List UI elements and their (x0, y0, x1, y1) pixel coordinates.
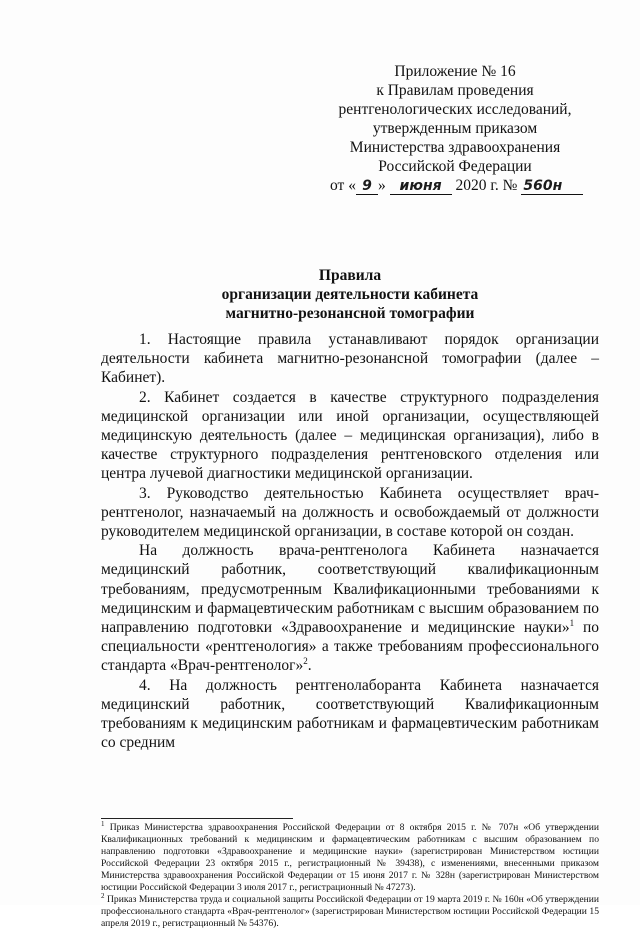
footnote-2 (101, 891, 599, 930)
footnote-ref-1[interactable]: 1 (569, 617, 575, 628)
title-line-2: организации деятельности кабинета (221, 286, 479, 303)
footnote-ref-2[interactable]: 2 (303, 656, 308, 667)
paragraph-3-position (101, 541, 599, 675)
footnote-2-text: Приказ Министерства труда и социальной защиты Российской Федерации от 19 марта 2019 г. № 160н «Об утверждении профессионального стандарта «Врач-рентгенолог» (зарегистрирован Министерством юстиции Российской Федерации 15 апреля 2019 г., регистрационный № 54376). (101, 894, 599, 929)
footnote-divider (101, 818, 293, 819)
footnote-1-mark: 1 (101, 819, 105, 828)
header-line-approved: утвержденным приказом (372, 120, 538, 137)
paragraph-2: 2. Кабинет создается в качестве структурного подразделения медицинской организации или иной организации, осуществляющей медицинскую деятельность (далее – медицинская организация), либо в качестве структурного подразделения рентгеновского отделения или центра лучевой диагностики медицинской организации. (101, 388, 599, 483)
document-body (101, 330, 599, 752)
paragraph-3-position-text-a: На должность врача-рентгенолога Кабинета назначается медицинский работник, соответствующий квалификационным требованиям, предусмотренным Квалификационными требованиями к медицинским и фармацевтическим работникам с высшим образованием по направлению подготовки «Здравоохранение и медицинские науки» (101, 542, 599, 637)
date-mid: » (377, 177, 386, 194)
handwritten-order-number: 560н (521, 178, 583, 195)
header-line-ministry: Министерства здравоохранения (349, 139, 561, 156)
paragraph-1: 1. Настоящие правила устанавливают порядок организации деятельности кабинета магнитно-резонансной томографии (далее – Кабинет). (101, 331, 599, 387)
footnote-2-mark: 2 (101, 891, 105, 900)
order-date-row (330, 176, 580, 195)
footnote-1 (101, 819, 599, 894)
document-title (100, 266, 600, 323)
header-line-rules: к Правилам проведения (376, 82, 534, 99)
appendix-number: Приложение № 16 (394, 63, 516, 80)
appendix-header (330, 62, 580, 195)
header-line-federation: Российской Федерации (378, 158, 532, 175)
title-line-1: Правила (318, 267, 382, 284)
date-prefix: от « (330, 177, 356, 194)
footnote-1-text: Приказ Министерства здравоохранения Российской Федерации от 8 октября 2015 г. № 707н «Об утверждении Квалификационных требований к медицинским и фармацевтическим работникам с высшим образованием по направлению подготовки «Здравоохранение и медицинские науки» (зарегистрирован Министерством юстиции Российской Федерации 23 октября 2015 г., регистрационный № 39438), с изменениями, внесенными приказом Министерства здравоохранения Российской Федерации от 15 июня 2017 г. № 328н (зарегистрирован Министерством юстиции Российской Федерации 3 июля 2017 г., регистрационный № 47273). (101, 822, 599, 893)
paragraph-3-position-text-b: по специальности «рентгенология» а также требованиям профессионального стандарта «Врач-рентгенолог» (101, 619, 599, 675)
date-year: 2020 г. № (455, 177, 518, 194)
paragraph-3: 3. Руководство деятельностью Кабинета осуществляет врач-рентгенолог, назначаемый на должность и освобождаемый от должности руководителем медицинской организации, в составе которой он создан. (101, 484, 599, 541)
handwritten-month: июня (390, 178, 452, 195)
handwritten-day: 9 (356, 178, 378, 195)
footnotes (101, 819, 599, 930)
header-line-studies: рентгенологических исследований, (338, 101, 572, 118)
paragraph-4: 4. На должность рентгенолаборанта Кабинета назначается медицинский работник, соответствующий Квалификационным требованиям к медицинским работникам и фармацевтическим работникам со средним (101, 676, 599, 752)
title-line-3: магнитно-резонансной томографии (225, 305, 475, 322)
paragraph-3-position-text-c: . (307, 657, 312, 675)
